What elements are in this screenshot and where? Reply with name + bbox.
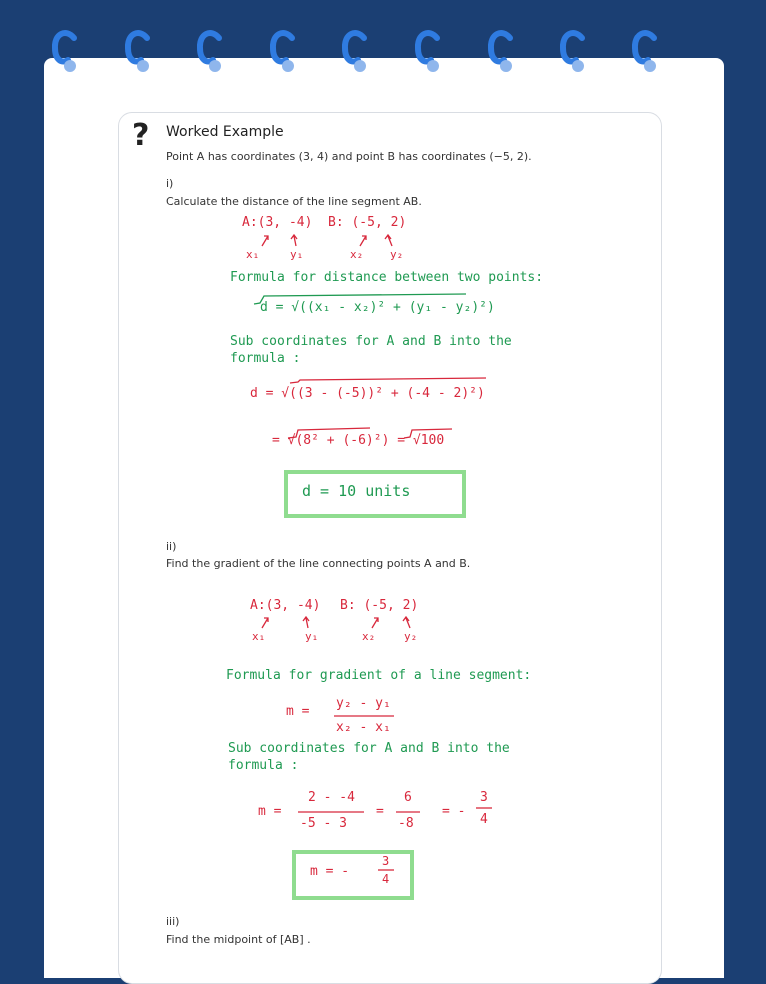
point-b: B: (-5, 2) xyxy=(328,215,407,230)
calc-numerator: 2 - -4 xyxy=(308,790,355,805)
sub-instruction: Sub coordinates for A and B into the xyxy=(230,334,512,349)
gradient-m: m = xyxy=(286,704,310,719)
label-x1: x₁ xyxy=(252,630,266,643)
arrow-icon xyxy=(403,617,410,628)
calc-denominator: -5 - 3 xyxy=(300,816,347,831)
label-x1: x₁ xyxy=(246,248,260,261)
arrow-icon xyxy=(291,235,297,246)
formula-heading: Formula for distance between two points: xyxy=(230,270,544,285)
distance-simplified: = √(8² + (-6)²) = √100 xyxy=(272,433,445,448)
problem-statement: Point A has coordinates (3, 4) and point B has coordinates (−5, 2). xyxy=(166,150,532,163)
part-question: Find the gradient of the line connecting points A and B. xyxy=(166,557,471,570)
gradient-answer: m = - xyxy=(310,864,350,879)
label-y1: y₁ xyxy=(305,630,319,643)
label-x2: x₂ xyxy=(350,248,364,261)
label-y2: y₂ xyxy=(404,630,418,643)
card-title: Worked Example xyxy=(166,124,284,140)
denominator-4: 4 xyxy=(480,812,488,827)
sub-instruction-cont: formula : xyxy=(228,758,299,773)
equals-sign: = xyxy=(376,804,384,819)
point-b: B: (-5, 2) xyxy=(340,598,419,613)
sub-instruction-cont: formula : xyxy=(230,351,301,366)
label-x2: x₂ xyxy=(362,630,376,643)
arrow-icon xyxy=(303,617,309,628)
point-a: A:(3, -4) xyxy=(242,215,313,230)
numerator-3: 3 xyxy=(480,790,488,805)
label-y1: y₁ xyxy=(290,248,304,261)
arrow-icon xyxy=(372,618,378,628)
part-label: i) xyxy=(166,177,174,190)
distance-formula: d = √((x₁ - x₂)² + (y₁ - y₂)²) xyxy=(260,300,495,315)
part-question: Find the midpoint of [AB] . xyxy=(166,933,311,946)
question-mark-icon: ? xyxy=(132,118,150,153)
numerator-6: 6 xyxy=(404,790,412,805)
radical-bar xyxy=(404,429,452,438)
denominator-neg8: -8 xyxy=(398,816,414,831)
answer-numerator: 3 xyxy=(382,854,390,868)
formula-numerator: y₂ - y₁ xyxy=(336,696,391,711)
label-y2: y₂ xyxy=(390,248,404,261)
distance-answer: d = 10 units xyxy=(302,482,411,500)
radical-bar xyxy=(288,428,370,438)
answer-denominator: 4 xyxy=(382,872,390,886)
arrow-icon xyxy=(360,236,366,246)
part-label: iii) xyxy=(166,915,180,928)
part-label: ii) xyxy=(166,540,177,553)
radical-bar xyxy=(290,378,486,383)
distance-substitution: d = √((3 - (-5))² + (-4 - 2)²) xyxy=(250,386,485,401)
equals-negative: = - xyxy=(442,804,466,819)
radical-bar xyxy=(254,294,466,304)
arrow-icon xyxy=(385,235,392,246)
arrow-icon xyxy=(262,618,268,628)
point-a: A:(3, -4) xyxy=(250,598,321,613)
arrow-icon xyxy=(262,236,268,246)
sub-instruction: Sub coordinates for A and B into the xyxy=(228,741,510,756)
calc-m: m = xyxy=(258,804,282,819)
part-question: Calculate the distance of the line segment AB. xyxy=(166,195,422,208)
formula-heading: Formula for gradient of a line segment: xyxy=(226,668,532,683)
formula-denominator: x₂ - x₁ xyxy=(336,720,391,735)
